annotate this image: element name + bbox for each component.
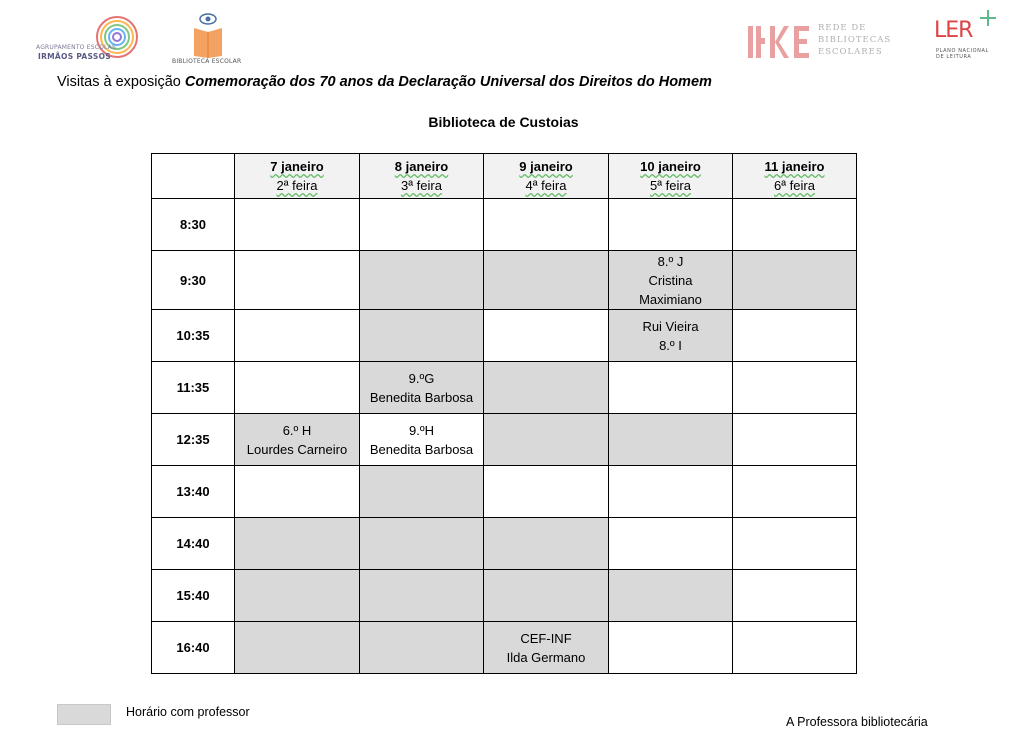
schedule-row <box>152 466 857 518</box>
schedule-cell <box>484 310 609 362</box>
booking-line: 6.º H <box>282 422 312 438</box>
time-slot: 12:35 <box>152 414 235 466</box>
agrupamento-logo <box>36 14 146 66</box>
schedule-cell <box>484 199 609 251</box>
booking-line: Benedita Barbosa <box>369 389 474 405</box>
header-row <box>152 154 857 199</box>
day-date: 11 janeiro <box>764 159 825 174</box>
day-date: 9 janeiro <box>519 159 573 174</box>
day-weekday: 6ª feira <box>774 178 815 193</box>
day-weekday: 3ª feira <box>401 178 442 193</box>
time-slot: 10:35 <box>152 310 235 362</box>
legend-label: Horário com professor <box>126 705 250 719</box>
time-slot: 11:35 <box>152 362 235 414</box>
schedule-cell <box>235 466 360 518</box>
booking-line: Cristina <box>648 272 693 288</box>
booking-line: Benedita Barbosa <box>369 441 474 457</box>
schedule-cell <box>609 518 733 570</box>
day-weekday: 4ª feira <box>525 178 567 193</box>
schedule-cell <box>609 362 733 414</box>
schedule-cell <box>484 518 609 570</box>
schedule-cell <box>733 362 857 414</box>
schedule-cell <box>235 622 360 674</box>
schedule-cell <box>609 310 733 362</box>
rede-bibliotecas-logo <box>748 22 898 62</box>
rede-line3: ESCOLARES <box>818 47 883 57</box>
schedule-cell <box>235 199 360 251</box>
corner-cell <box>152 154 235 199</box>
day-header <box>733 154 857 199</box>
day-date: 10 janeiro <box>640 159 701 174</box>
schedule-cell <box>484 466 609 518</box>
schedule-row <box>152 362 857 414</box>
booking-line: 8.º I <box>659 337 682 353</box>
schedule-cell <box>733 310 857 362</box>
plus-icon <box>980 10 996 26</box>
ler-word: LER <box>934 18 973 43</box>
schedule-cell <box>360 414 484 466</box>
schedule-cell <box>235 251 360 310</box>
schedule-cell <box>360 622 484 674</box>
schedule-cell <box>484 251 609 310</box>
schedule-row <box>152 622 857 674</box>
schedule-cell <box>733 199 857 251</box>
ler-logo <box>930 10 1002 62</box>
schedule-cell <box>360 251 484 310</box>
rede-line2: BIBLIOTECAS <box>818 35 892 45</box>
schedule-row <box>152 570 857 622</box>
schedule-row <box>152 310 857 362</box>
day-date: 7 janeiro <box>270 159 324 174</box>
schedule-cell <box>484 362 609 414</box>
rede-line1: REDE DE <box>818 23 867 33</box>
schedule-cell <box>733 251 857 310</box>
heading-title: Comemoração dos 70 anos da Declaração Universal dos Direitos do Homem <box>184 74 712 90</box>
schedule-cell <box>360 570 484 622</box>
schedule-cell <box>609 570 733 622</box>
booking-line: 9.ºG <box>408 370 435 386</box>
schedule-cell <box>484 622 609 674</box>
schedule-cell <box>360 362 484 414</box>
schedule-cell <box>235 570 360 622</box>
day-header <box>484 154 609 199</box>
time-slot: 15:40 <box>152 570 235 622</box>
schedule-table <box>151 153 857 674</box>
booking-line: Rui Vieira <box>642 318 699 334</box>
schedule-cell <box>609 251 733 310</box>
schedule-cell <box>733 466 857 518</box>
schedule-cell <box>360 199 484 251</box>
schedule-cell <box>609 199 733 251</box>
heading-prefix: Visitas à exposição <box>57 74 185 90</box>
biblioteca-caption: BIBLIOTECA ESCOLAR <box>172 58 242 65</box>
schedule-row <box>152 414 857 466</box>
book-eye-icon <box>170 12 250 58</box>
biblioteca-escolar-logo <box>170 12 250 68</box>
booking-line: Lourdes Carneiro <box>246 441 348 457</box>
day-header <box>235 154 360 199</box>
day-weekday: 2ª feira <box>276 178 318 193</box>
signature-line: A Professora bibliotecária <box>786 715 928 729</box>
schedule-cell <box>360 466 484 518</box>
day-weekday: 5ª feira <box>650 178 691 193</box>
schedule-cell <box>360 518 484 570</box>
ler-sub1: PLANO NACIONAL <box>936 48 989 54</box>
schedule-cell <box>235 310 360 362</box>
day-header <box>360 154 484 199</box>
schedule-cell <box>484 414 609 466</box>
schedule-cell <box>484 570 609 622</box>
schedule-cell <box>235 518 360 570</box>
legend-swatch <box>57 704 111 725</box>
booking-line: Maximiano <box>639 291 702 307</box>
schedule-cell <box>609 622 733 674</box>
time-slot: 9:30 <box>152 251 235 310</box>
schedule-cell <box>360 310 484 362</box>
schedule-cell <box>235 414 360 466</box>
schedule-cell <box>235 362 360 414</box>
library-name: Biblioteca de Custoias <box>428 114 579 130</box>
booking-line: 9.ºH <box>409 422 434 438</box>
time-slot: 16:40 <box>152 622 235 674</box>
schedule-row <box>152 251 857 310</box>
agrupamento-line2: IRMÃOS PASSOS <box>38 52 111 61</box>
schedule-row <box>152 518 857 570</box>
rede-text <box>818 22 891 58</box>
time-slot: 14:40 <box>152 518 235 570</box>
rbe-bars-icon <box>748 26 812 58</box>
schedule-cell <box>733 570 857 622</box>
schedule-cell <box>733 414 857 466</box>
booking-line: Ilda Germano <box>506 649 586 665</box>
day-header <box>609 154 733 199</box>
agrupamento-line1: AGRUPAMENTO ESCOLAS <box>36 44 117 51</box>
day-date: 8 janeiro <box>394 159 449 174</box>
booking-line: CEF-INF <box>520 630 572 646</box>
time-slot: 8:30 <box>152 199 235 251</box>
schedule-cell <box>733 622 857 674</box>
booking-line: 8.º J <box>657 253 684 269</box>
page-heading <box>57 74 712 90</box>
schedule-cell <box>609 466 733 518</box>
ler-sub2: DE LEITURA <box>936 54 972 60</box>
schedule-cell <box>733 518 857 570</box>
time-slot: 13:40 <box>152 466 235 518</box>
schedule-row <box>152 199 857 251</box>
schedule-cell <box>609 414 733 466</box>
